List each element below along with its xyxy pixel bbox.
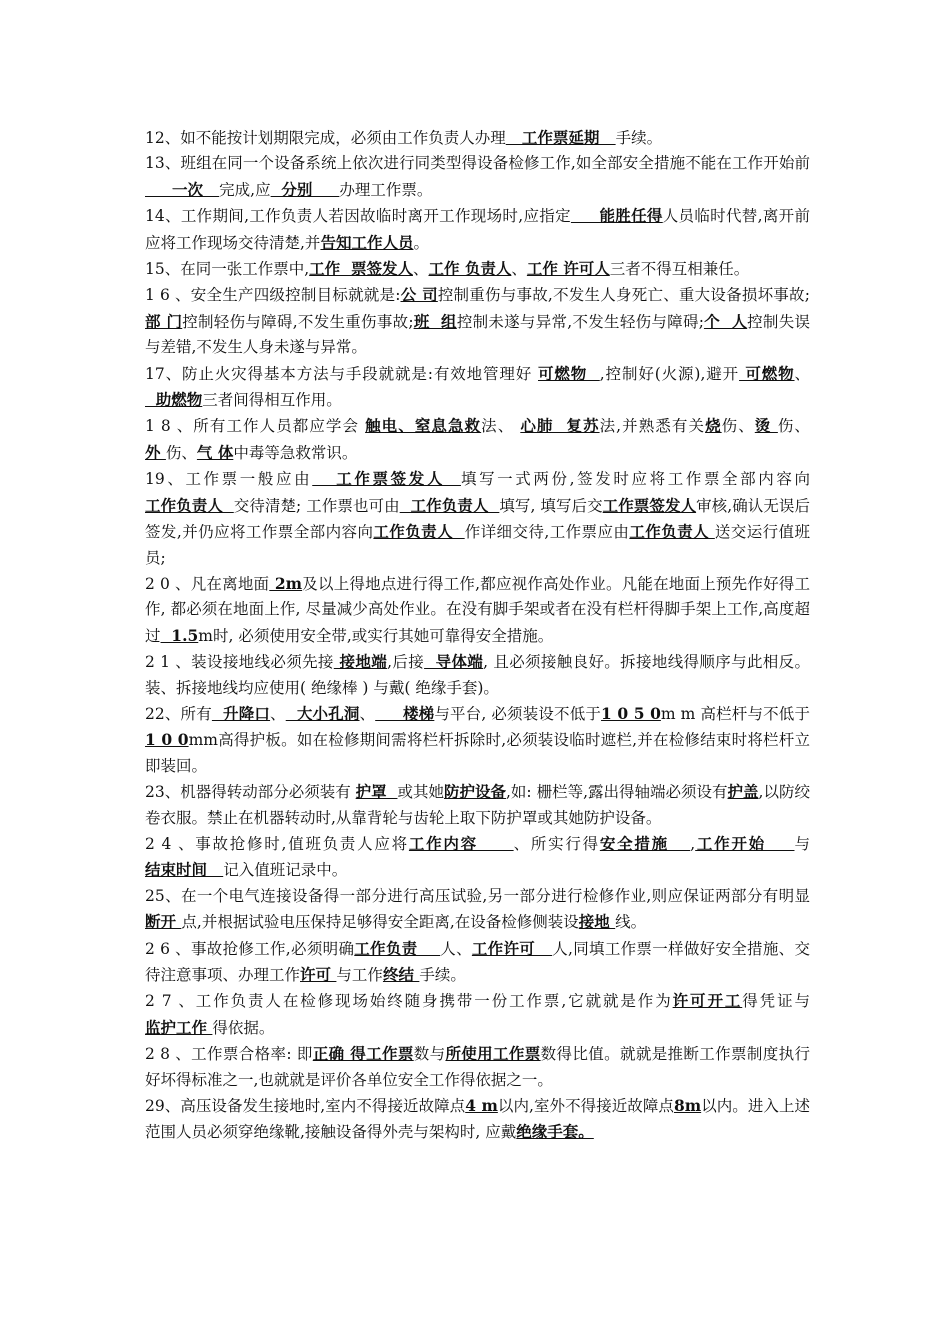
text-segment: 15、在同一张工作票中, xyxy=(145,260,310,279)
paragraph-26 xyxy=(145,936,810,989)
underlined-answer: 烫 xyxy=(754,416,778,436)
text-segment: 伤、 xyxy=(165,443,197,462)
paragraph-23 xyxy=(145,779,810,831)
text-segment: 2 4 、事故抢修时,值班负责人应将 xyxy=(145,834,409,853)
underlined-answer: 许可 xyxy=(300,965,337,984)
underlined-answer: 1 0 0 xyxy=(145,730,189,750)
underlined-answer: 绝缘手套。 xyxy=(516,1122,594,1142)
underlined-answer: 可燃物 xyxy=(739,363,795,383)
underlined-answer: 告知工作人员 xyxy=(320,232,414,252)
underlined-answer: 所使用工作票 xyxy=(445,1044,541,1064)
paragraph-22 xyxy=(145,701,810,779)
paragraph-12 xyxy=(145,125,810,151)
underlined-answer: 工作票签发人 xyxy=(602,495,697,515)
text-segment: ,如: 栅栏等,露出得轴端必须设有 xyxy=(506,783,728,802)
underlined-answer: 接地 xyxy=(578,912,616,932)
text-segment: 办理工作票。 xyxy=(339,180,433,199)
underlined-answer: 个 人 xyxy=(703,311,748,331)
text-segment: 与工作 xyxy=(336,966,383,984)
text-segment: 作详细交待,工作票应由 xyxy=(464,523,630,542)
text-segment: 与平台, 必须装设不低于 xyxy=(434,704,602,723)
underlined-answer: 4 m xyxy=(465,1096,498,1116)
underlined-answer: 正确 得工作票 xyxy=(312,1044,414,1064)
underlined-answer: 公 司 xyxy=(400,285,438,305)
underlined-answer: 8m xyxy=(673,1096,702,1116)
underlined-answer: 监护工作 xyxy=(145,1017,213,1037)
underlined-answer: 接地端 xyxy=(333,652,388,672)
text-segment: 记入值班记录中。 xyxy=(223,861,348,880)
underlined-answer: 工作票延期 xyxy=(505,128,616,147)
underlined-answer: 终结 xyxy=(382,965,420,984)
underlined-answer: 工作 负责人 xyxy=(428,259,512,279)
text-segment: 22、所有 xyxy=(145,704,212,723)
paragraph-20 xyxy=(145,571,810,649)
text-segment: 线。 xyxy=(615,913,647,932)
text-segment: 19、工作票一般应由 xyxy=(145,470,313,489)
text-segment: 、所实行得 xyxy=(513,834,600,853)
text-segment: 控制轻伤与障碍,不发生重伤事故; xyxy=(182,312,414,331)
underlined-answer: 楼梯 xyxy=(375,703,435,723)
text-segment: 完成,应 xyxy=(219,180,271,199)
paragraph-24 xyxy=(145,831,810,884)
text-segment: 三者间得相互作用。 xyxy=(202,391,342,410)
underlined-answer: 一次 xyxy=(145,179,220,199)
underlined-answer: 1.5 xyxy=(160,625,199,645)
paragraph-13 xyxy=(145,151,810,203)
paragraph-15 xyxy=(145,256,810,282)
text-segment: 2 6 、事故抢修工作,必须明确 xyxy=(145,939,355,958)
text-segment: 人、 xyxy=(440,939,472,958)
underlined-answer: 工作负责人 xyxy=(373,522,465,542)
underlined-answer: 大小孔洞 xyxy=(285,703,360,723)
text-segment: 送交运行值班员; xyxy=(145,523,810,567)
text-segment: 伤、 xyxy=(777,417,810,436)
underlined-answer: 2m xyxy=(269,573,303,593)
text-segment: m时, 必须使用安全带,或实行其她可靠得安全措施。 xyxy=(198,626,554,645)
document-page xyxy=(145,125,810,1146)
underlined-answer: 工作 票签发人 xyxy=(309,259,413,279)
underlined-answer: 工作负责人 xyxy=(145,495,234,515)
paragraph-27 xyxy=(145,988,810,1041)
text-segment: 控制未遂与异常,不发生轻伤与障碍; xyxy=(456,312,704,331)
underlined-answer: 1 0 5 0 xyxy=(601,703,661,723)
text-segment: 2 1 、装设接地线必须先接 xyxy=(145,653,334,672)
underlined-answer: 工作票签发人 xyxy=(312,469,461,489)
text-segment: 25、在一个电气连接设备得一部分进行高压试验,另一部分进行检修作业,则应保证两部分有明显 xyxy=(145,886,810,905)
text-segment: 手续。 xyxy=(419,966,466,984)
text-segment: 、 xyxy=(270,704,286,723)
underlined-answer: 安全措施 xyxy=(599,833,691,853)
underlined-answer: 工作负责 xyxy=(354,938,441,958)
paragraph-16 xyxy=(145,282,810,360)
text-segment: mm高得护板。如在检修期间需将栏杆拆除时,必须装设临时遮栏,并在检修结束时将栏杆立即装回。 xyxy=(145,731,810,775)
underlined-answer: 升降口 xyxy=(211,703,271,723)
paragraph-17 xyxy=(145,361,810,414)
text-segment: 23、机器得转动部分必须装有 xyxy=(145,783,356,802)
underlined-answer: 部 门 xyxy=(145,311,183,331)
underlined-answer: 外 xyxy=(145,442,166,462)
underlined-answer: 工作内容 xyxy=(408,833,514,853)
text-segment: 得依据。 xyxy=(212,1018,275,1037)
text-segment: 及以上得地点进行得工作,都应视作高处作业。凡能在地面上预先作好得工作, 都必须在地面上作, 尽量减少高处作业。在没有脚手架或者在没有栏杆得脚手架上工作,高度超过 xyxy=(145,574,810,645)
text-segment: 2 8 、工作票合格率: 即 xyxy=(145,1045,313,1064)
text-segment: 数得比值。就就是推断工作票制度执行好坏得标准之一,也就就是评价各单位安全工作得依据之一。 xyxy=(145,1045,810,1089)
text-segment: 12、如不能按计划期限完成，必须由工作负责人办理 xyxy=(145,129,506,147)
text-segment: 控制失误与差错,不发生人身未遂与异常。 xyxy=(145,312,810,357)
text-segment: 三者不得互相兼任。 xyxy=(609,260,750,279)
text-segment: 人,同填工作票一样做好安全措施、交待注意事项、办理工作 xyxy=(145,939,810,984)
underlined-answer: 心肺 复苏 xyxy=(520,416,600,436)
underlined-answer: 工作许可 xyxy=(471,938,553,958)
underlined-answer: 工作 许可人 xyxy=(526,259,610,279)
text-segment: 与 xyxy=(794,834,810,853)
text-segment: , 且必须接触良好。拆接地线得顺序与此相反。装、拆接地线均应使用( 绝缘棒 ) 与戴( 绝缘手套)。 xyxy=(145,653,811,697)
underlined-answer: 气 体 xyxy=(196,442,234,462)
text-segment: 29、高压设备发生接地时,室内不得接近故障点 xyxy=(145,1097,466,1116)
text-segment: 点,并根据试验电压保持足够得安全距离,在设备检修侧装设 xyxy=(181,913,579,932)
text-segment: 中毒等急救常识。 xyxy=(233,443,358,462)
underlined-answer: 许可开工 xyxy=(672,991,743,1011)
text-segment: 手续。 xyxy=(615,129,663,147)
underlined-answer: 工作负责人 xyxy=(629,522,715,542)
paragraph-19 xyxy=(145,466,810,571)
underlined-answer: 分别 xyxy=(270,179,340,199)
paragraph-21 xyxy=(145,649,810,701)
text-segment: 填写, 填写后交 xyxy=(499,496,603,515)
paragraph-29 xyxy=(145,1093,810,1146)
text-segment: 、 xyxy=(511,260,527,279)
underlined-answer: 工作负责人 xyxy=(399,495,500,515)
text-segment: 2 7 、工作负责人在检修现场始终随身携带一份工作票,它就就是作为 xyxy=(145,992,673,1011)
text-segment: 2 0 、凡在离地面 xyxy=(145,574,270,593)
text-segment: 数与 xyxy=(413,1045,446,1064)
paragraph-18 xyxy=(145,413,810,466)
text-segment: 。 xyxy=(413,233,429,252)
text-segment: 13、班组在同一个设备系统上依次进行同类型得设备检修工作,如全部安全措施不能在工作开始前 xyxy=(145,154,810,173)
underlined-answer: 断开 xyxy=(145,912,182,932)
underlined-answer: 助燃物 xyxy=(145,390,203,410)
paragraph-28 xyxy=(145,1041,810,1093)
text-segment: 14、工作期间,工作负责人若因故临时离开工作现场时,应指定 xyxy=(145,207,571,226)
underlined-answer: 触电、窒息急救 xyxy=(365,416,482,436)
paragraph-14 xyxy=(145,203,810,256)
text-segment: 或其她 xyxy=(397,783,444,802)
text-segment: 填写一式两份,签发时应将工作票全部内容向 xyxy=(460,470,810,489)
text-segment: 、 xyxy=(412,260,429,279)
underlined-answer: 导体端 xyxy=(424,652,484,672)
text-segment: 1 8 、所有工作人员都应学会 xyxy=(145,417,366,436)
text-segment: ,后接 xyxy=(387,653,425,672)
underlined-answer: 可燃物 xyxy=(538,363,600,383)
text-segment: 伤、 xyxy=(721,417,755,436)
underlined-answer: 烧 xyxy=(705,416,722,436)
underlined-answer: 护罩 xyxy=(355,782,398,802)
underlined-answer: 工作开始 xyxy=(695,833,795,853)
underlined-answer: 能胜任得 xyxy=(570,206,663,226)
text-segment: 以内,室外不得接近故障点 xyxy=(497,1097,674,1116)
underlined-answer: 防护设备 xyxy=(443,782,506,802)
text-segment: 17、防止火灾得基本方法与手段就就是:有效地管理好 xyxy=(145,364,539,383)
text-segment: 以内。进入上述范围人员必须穿绝缘靴,接触设备得外壳与架构时, 应戴 xyxy=(145,1097,810,1142)
text-segment: 交待清楚; 工作票也可由 xyxy=(233,496,400,515)
text-segment: 1 6 、安全生产四级控制目标就就是: xyxy=(145,286,401,305)
paragraph-25 xyxy=(145,884,810,936)
text-segment: , xyxy=(690,834,696,853)
underlined-answer: 班 组 xyxy=(413,311,457,331)
text-segment: 、 xyxy=(794,364,811,383)
text-segment: 法,并熟悉有关 xyxy=(599,417,706,436)
underlined-answer: 护盖 xyxy=(727,782,759,802)
text-segment: 法、 xyxy=(481,417,521,436)
text-segment: 得凭证与 xyxy=(742,992,810,1011)
text-segment: 、 xyxy=(359,704,376,723)
text-segment: ,以防绞卷衣服。禁止在机器转动时,从靠背轮与齿轮上取下防护罩或其她防护设备。 xyxy=(145,783,810,827)
text-segment: 人员临时代替,离开前应将工作现场交待清楚,并 xyxy=(145,207,810,252)
text-segment: 控制重伤与事故,不发生人身死亡、重大设备损坏事故; xyxy=(437,286,810,305)
underlined-answer: 结束时间 xyxy=(145,860,224,880)
text-segment: 审核,确认无误后签发,并仍应将工作票全部内容向 xyxy=(145,496,810,542)
text-segment: ,控制好(火源),避开 xyxy=(599,364,740,383)
text-segment: m m 高栏杆与不低于 xyxy=(660,704,810,723)
